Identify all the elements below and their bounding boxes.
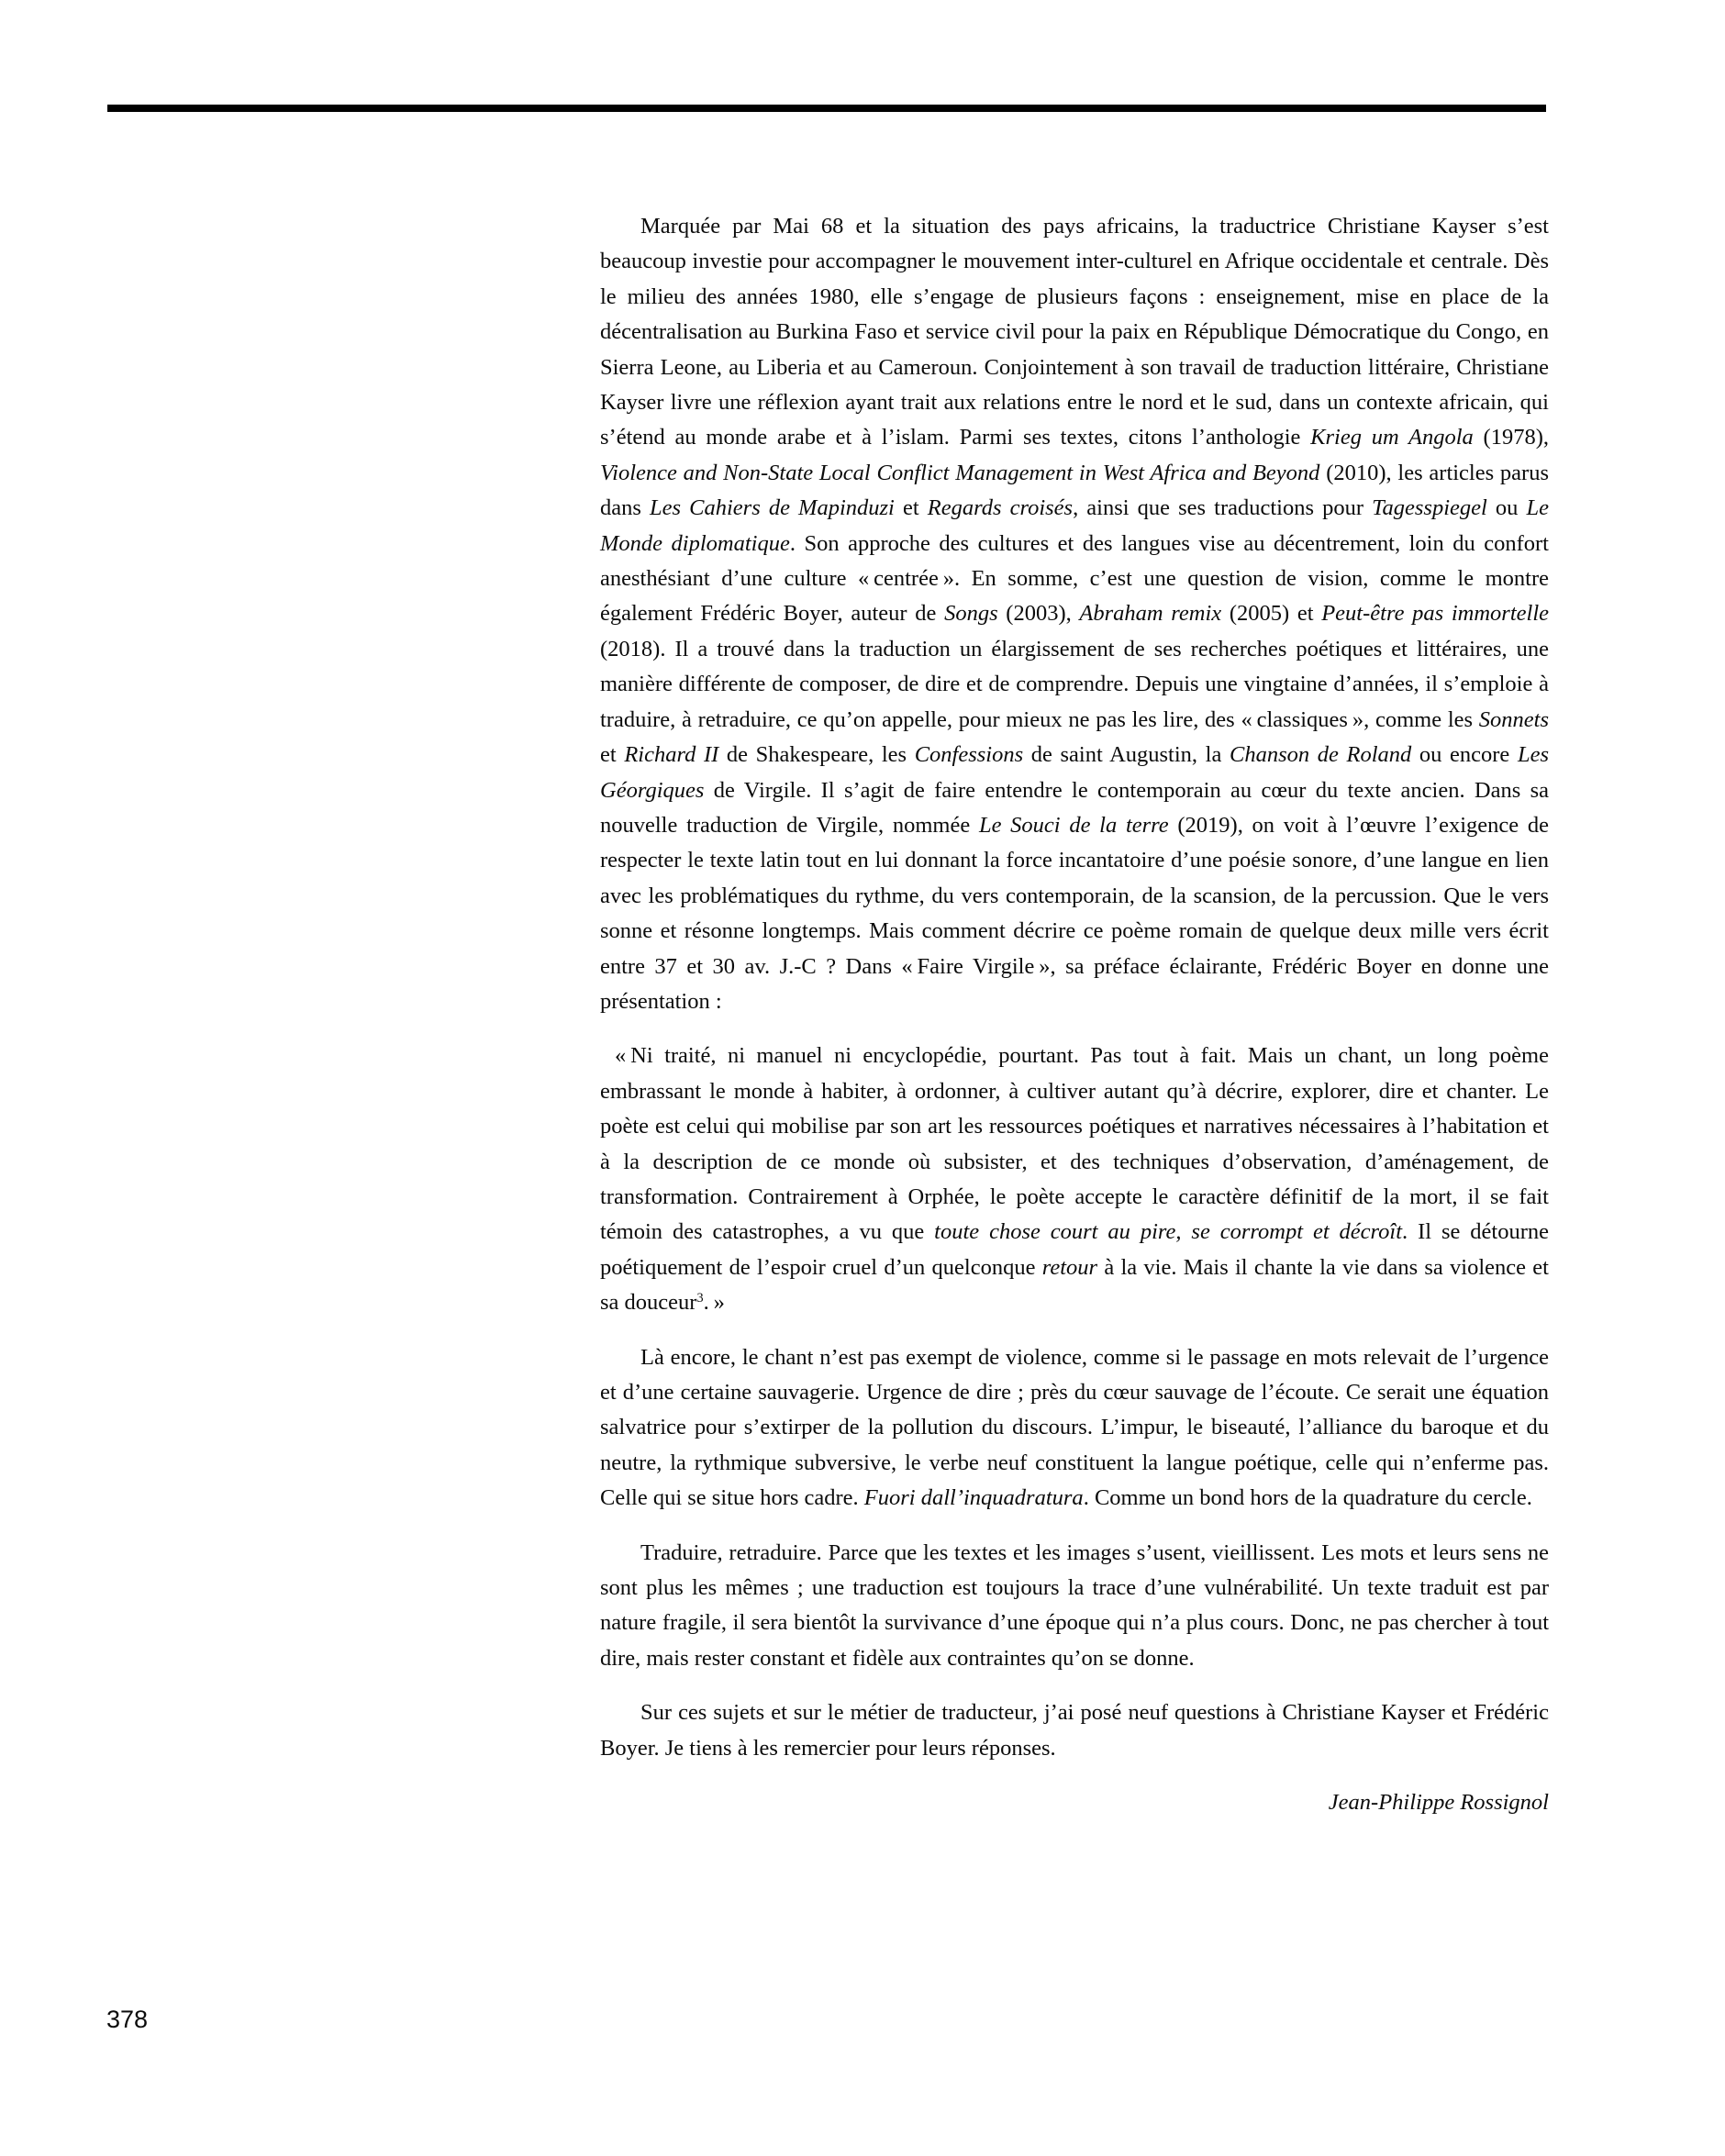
signature: Jean-Philippe Rossignol	[1328, 1790, 1549, 1816]
footnote-ref: 3	[696, 1291, 704, 1306]
page-number: 378	[106, 2006, 149, 2033]
commentary-paragraph: Là encore, le chant n’est pas exempt de violence, comme si le passage en mots relevait de l’urgence et d’une certaine sauvagerie. Urgence de dire ; près du cœur sauvage de l’écoute. Ce serait une équation salvatrice pour s’extirper de la pollution du discours. L’impur, le biseauté, l’alliance du baroque et du neutre, la rythmique subversive, le verbe neuf constituent la langue poétique, celle qui n’enferme pas. Celle qui se situe hors cadre. Fuori dall’inquadratura. Comme un bond hors de la quadrature du cercle.	[600, 1344, 1549, 1511]
interview-paragraph: Sur ces sujets et sur le métier de traducteur, j’ai posé neuf questions à Christiane Kayser et Frédéric Boyer. Je tiens à les remercier pour leurs réponses.	[600, 1700, 1549, 1761]
traduire-paragraph: Traduire, retraduire. Parce que les textes et les images s’usent, vieillissent. Les mots et leurs sens ne sont plus les mêmes ; une traduction est toujours la trace d’une vulnérabilité. Un texte traduit est par nature fragile, il sera bientôt la survivance d’une époque qui n’a plus cours. Donc, ne pas chercher à tout dire, mais rester constant et fidèle aux contraintes qu’on se donne.	[600, 1539, 1549, 1671]
header-rule	[107, 105, 1546, 112]
intro-paragraph: Marquée par Mai 68 et la situation des pays africains, la traductrice Christiane Kayser s’est beaucoup investie pour accompagner le mouvement inter-culturel en Afrique occidentale et centrale. Dès le milieu des années 1980, elle s’engage de plusieurs façons : enseignement, mise en place de la décentralisation au Burkina Faso et service civil pour la paix en République Démocratique du Congo, en Sierra Leone, au Liberia et au Cameroun. Conjointement à son travail de traduction littéraire, Christiane Kayser livre une réflexion ayant trait aux relations entre le nord et le sud, dans un contexte africain, qui s’étend au monde arabe et à l’islam. Parmi ses textes, citons l’anthologie Krieg um Angola (1978), Violence and Non-State Local Conflict Management in West Africa and Beyond (2010), les articles parus dans Les Cahiers de Mapinduzi et Regards croisés, ainsi que ses traductions pour Tagesspiegel ou Le Monde diplomatique. Son approche des cultures et des langues vise au décentrement, loin du confort anesthésiant d’une culture « centrée ». En somme, c’est une question de vision, comme le montre également Frédéric Boyer, auteur de Songs (2003), Abraham remix (2005) et Peut-être pas immortelle (2018). Il a trouvé dans la traduction un élargissement de ses recherches poétiques et littéraires, une manière différente de composer, de dire et de comprendre. Depuis une vingtaine d’années, il s’emploie à traduire, à retraduire, ce qu’on appelle, pour mieux ne pas les lire, des « classiques », comme les Sonnets et Richard II de Shakespeare, les Confessions de saint Augustin, la Chanson de Roland ou encore Les Géorgiques de Virgile. Il s’agit de faire entendre le contemporain au cœur du texte ancien. Dans sa nouvelle traduction de Virgile, nommée Le Souci de la terre (2019), on voit à l’œuvre l’exigence de respecter le texte latin tout en lui donnant la force incantatoire d’une poésie sonore, d’une langue en lien avec les problématiques du rythme, du vers contemporain, de la scansion, de la percussion. Que le vers sonne et résonne longtemps. Mais comment décrire ce poème romain de quelque deux mille vers écrit entre 37 et 30 av. J.-C ? Dans « Faire Virgile », sa préface éclairante, Frédéric Boyer en donne une présentation :	[600, 214, 1549, 1014]
article-text	[600, 209, 1549, 1820]
quote-paragraph: « Ni traité, ni manuel ni encyclopédie, pourtant. Pas tout à fait. Mais un chant, un long poème embrassant le monde à habiter, à ordonner, à cultiver autant qu’à décrire, explorer, dire et chanter. Le poète est celui qui mobilise par son art les ressources poétiques et narratives nécessaires à l’habitation et à la description de ce monde où subsister, et des techniques d’observation, d’aménagement, de transformation. Contrairement à Orphée, le poète accepte le caractère définitif de la mort, il se fait témoin des catastrophes, a vu que toute chose court au pire, se corrompt et décroît. Il se détourne poétiquement de l’espoir cruel d’un quelconque retour à la vie. Mais il chante la vie dans sa violence et sa douceur$^3$. »	[600, 1043, 1550, 1316]
